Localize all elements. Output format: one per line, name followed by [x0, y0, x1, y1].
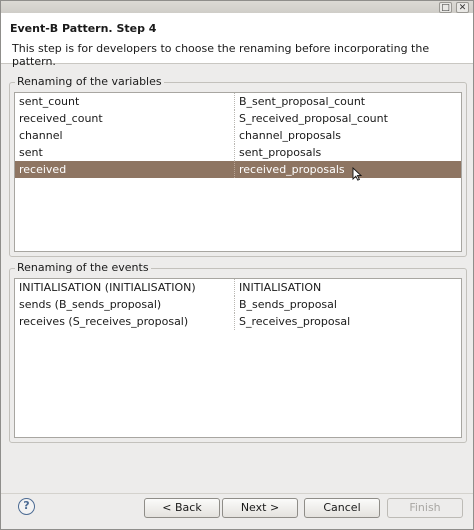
variable-name-cell: sent_count — [15, 93, 235, 110]
variable-rename-cell[interactable]: channel_proposals — [239, 129, 341, 142]
close-button[interactable]: ✕ — [456, 2, 469, 13]
variable-name-cell: received — [15, 161, 235, 178]
table-row[interactable] — [15, 279, 461, 296]
variable-name-cell: sent — [15, 144, 235, 161]
event-name-cell: INITIALISATION (INITIALISATION) — [15, 279, 235, 296]
variable-name-cell: received_count — [15, 110, 235, 127]
finish-button[interactable]: Finish — [387, 498, 463, 518]
variable-rename-cell[interactable]: received_proposals — [239, 163, 345, 176]
table-row[interactable] — [15, 296, 461, 313]
variable-rename-cell[interactable]: B_sent_proposal_count — [239, 95, 366, 108]
back-button[interactable]: < Back — [144, 498, 220, 518]
events-table[interactable] — [14, 278, 462, 438]
variable-rename-cell[interactable]: S_received_proposal_count — [239, 112, 388, 125]
events-group — [9, 261, 467, 443]
event-name-cell: sends (B_sends_proposal) — [15, 296, 235, 313]
variables-table[interactable] — [14, 92, 462, 252]
mouse-pointer-icon — [352, 167, 362, 181]
events-group-label: Renaming of the events — [17, 261, 149, 274]
table-row[interactable] — [15, 127, 461, 144]
help-icon[interactable]: ? — [18, 498, 35, 515]
variables-group — [9, 75, 467, 257]
maximize-button[interactable]: □ — [439, 2, 452, 13]
table-row[interactable] — [15, 110, 461, 127]
event-rename-cell[interactable]: B_sends_proposal — [239, 298, 337, 311]
wizard-header — [1, 13, 473, 68]
table-row[interactable] — [15, 144, 461, 161]
table-row-selected[interactable] — [15, 161, 461, 178]
event-rename-cell[interactable]: INITIALISATION — [239, 281, 322, 294]
wizard-title: Event-B Pattern. Step 4 — [10, 22, 157, 35]
wizard-description: This step is for developers to choose the renaming before incorporating the pattern. — [12, 42, 430, 68]
variable-rename-cell[interactable]: sent_proposals — [239, 146, 322, 159]
event-rename-cell[interactable]: S_receives_proposal — [239, 315, 351, 328]
footer-separator — [1, 493, 473, 494]
variable-name-cell: channel — [15, 127, 235, 144]
variables-group-label: Renaming of the variables — [17, 75, 162, 88]
next-button[interactable]: Next > — [222, 498, 298, 518]
table-row[interactable] — [15, 313, 461, 330]
window-titlebar — [1, 1, 473, 13]
table-row[interactable] — [15, 93, 461, 110]
event-name-cell: receives (S_receives_proposal) — [15, 313, 235, 330]
cancel-button[interactable]: Cancel — [304, 498, 380, 518]
